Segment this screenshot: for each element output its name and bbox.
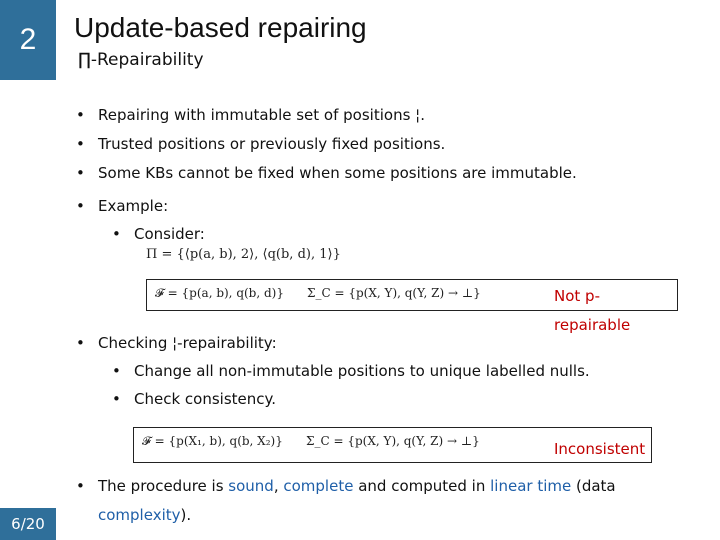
complete-term: complete: [283, 477, 354, 495]
bullet-4-1: • Consider:: [112, 225, 205, 243]
pi-formula: Π = {⟨p(a, b), 2⟩, ⟨q(b, d), 1⟩}: [146, 247, 341, 262]
sound-term: sound: [228, 477, 274, 495]
sidebar: [0, 0, 56, 540]
bullet-6-line2-end: ).: [180, 506, 192, 524]
bullet-5: • Checking ¦-repairability:: [76, 334, 277, 352]
bullet-1-text: Repairing with immutable set of positions ¦.: [98, 106, 425, 124]
bullet-3-text: Some KBs cannot be fixed when some positions are immutable.: [98, 164, 577, 182]
bullet-6-text-3: (data: [571, 477, 616, 495]
formula-1-constraints: Σ_C = {p(X, Y), q(Y, Z) → ⊥}: [307, 286, 481, 300]
slide-title: Update-based repairing: [74, 12, 367, 43]
bullet-6: • The procedure is sound, complete and computed in linear time (data: [76, 477, 616, 495]
linear-time-term: linear time: [490, 477, 572, 495]
bullet-2-text: Trusted positions or previously fixed positions.: [98, 135, 446, 153]
bullet-5-1-text: Change all non-immutable positions to unique labelled nulls.: [134, 362, 590, 380]
formula-2-constraints: Σ_C = {p(X, Y), q(Y, Z) → ⊥}: [306, 434, 480, 448]
bullet-2: • Trusted positions or previously fixed positions.: [76, 135, 446, 153]
bullet-4: • Example:: [76, 197, 169, 215]
formula-1-facts: 𝓕 = {p(a, b), q(b, d)}: [155, 286, 284, 300]
complexity-term: complexity: [98, 506, 181, 524]
slide-subtitle: ∏-Repairability: [78, 50, 204, 70]
bullet-5-2: • Check consistency.: [112, 390, 277, 408]
not-p-repairable-line1: Not p-: [554, 287, 600, 305]
bullet-4-text: Example:: [98, 197, 169, 215]
inconsistent-label: Inconsistent: [554, 440, 646, 458]
bullet-3: • Some KBs cannot be fixed when some positions are immutable.: [76, 164, 577, 182]
bullet-6-text-1: The procedure is: [98, 477, 229, 495]
bullet-6-sep: ,: [273, 477, 284, 495]
bullet-5-text: Checking ¦-repairability:: [98, 334, 277, 352]
bullet-4-1-text: Consider:: [134, 225, 205, 243]
bullet-5-2-text: Check consistency.: [134, 390, 277, 408]
section-number: 2: [0, 0, 56, 80]
formula-2-facts: 𝓕 = {p(X₁, b), q(b, X₂)}: [142, 434, 283, 448]
page-number: 6/20: [0, 508, 56, 540]
bullet-6-text-2: and computed in: [353, 477, 491, 495]
bullet-6-line2: [98, 506, 191, 524]
bullet-5-1: • Change all non-immutable positions to unique labelled nulls.: [112, 362, 590, 380]
bullet-1: • Repairing with immutable set of positions ¦.: [76, 106, 425, 124]
not-p-repairable-line2: repairable: [554, 316, 631, 334]
